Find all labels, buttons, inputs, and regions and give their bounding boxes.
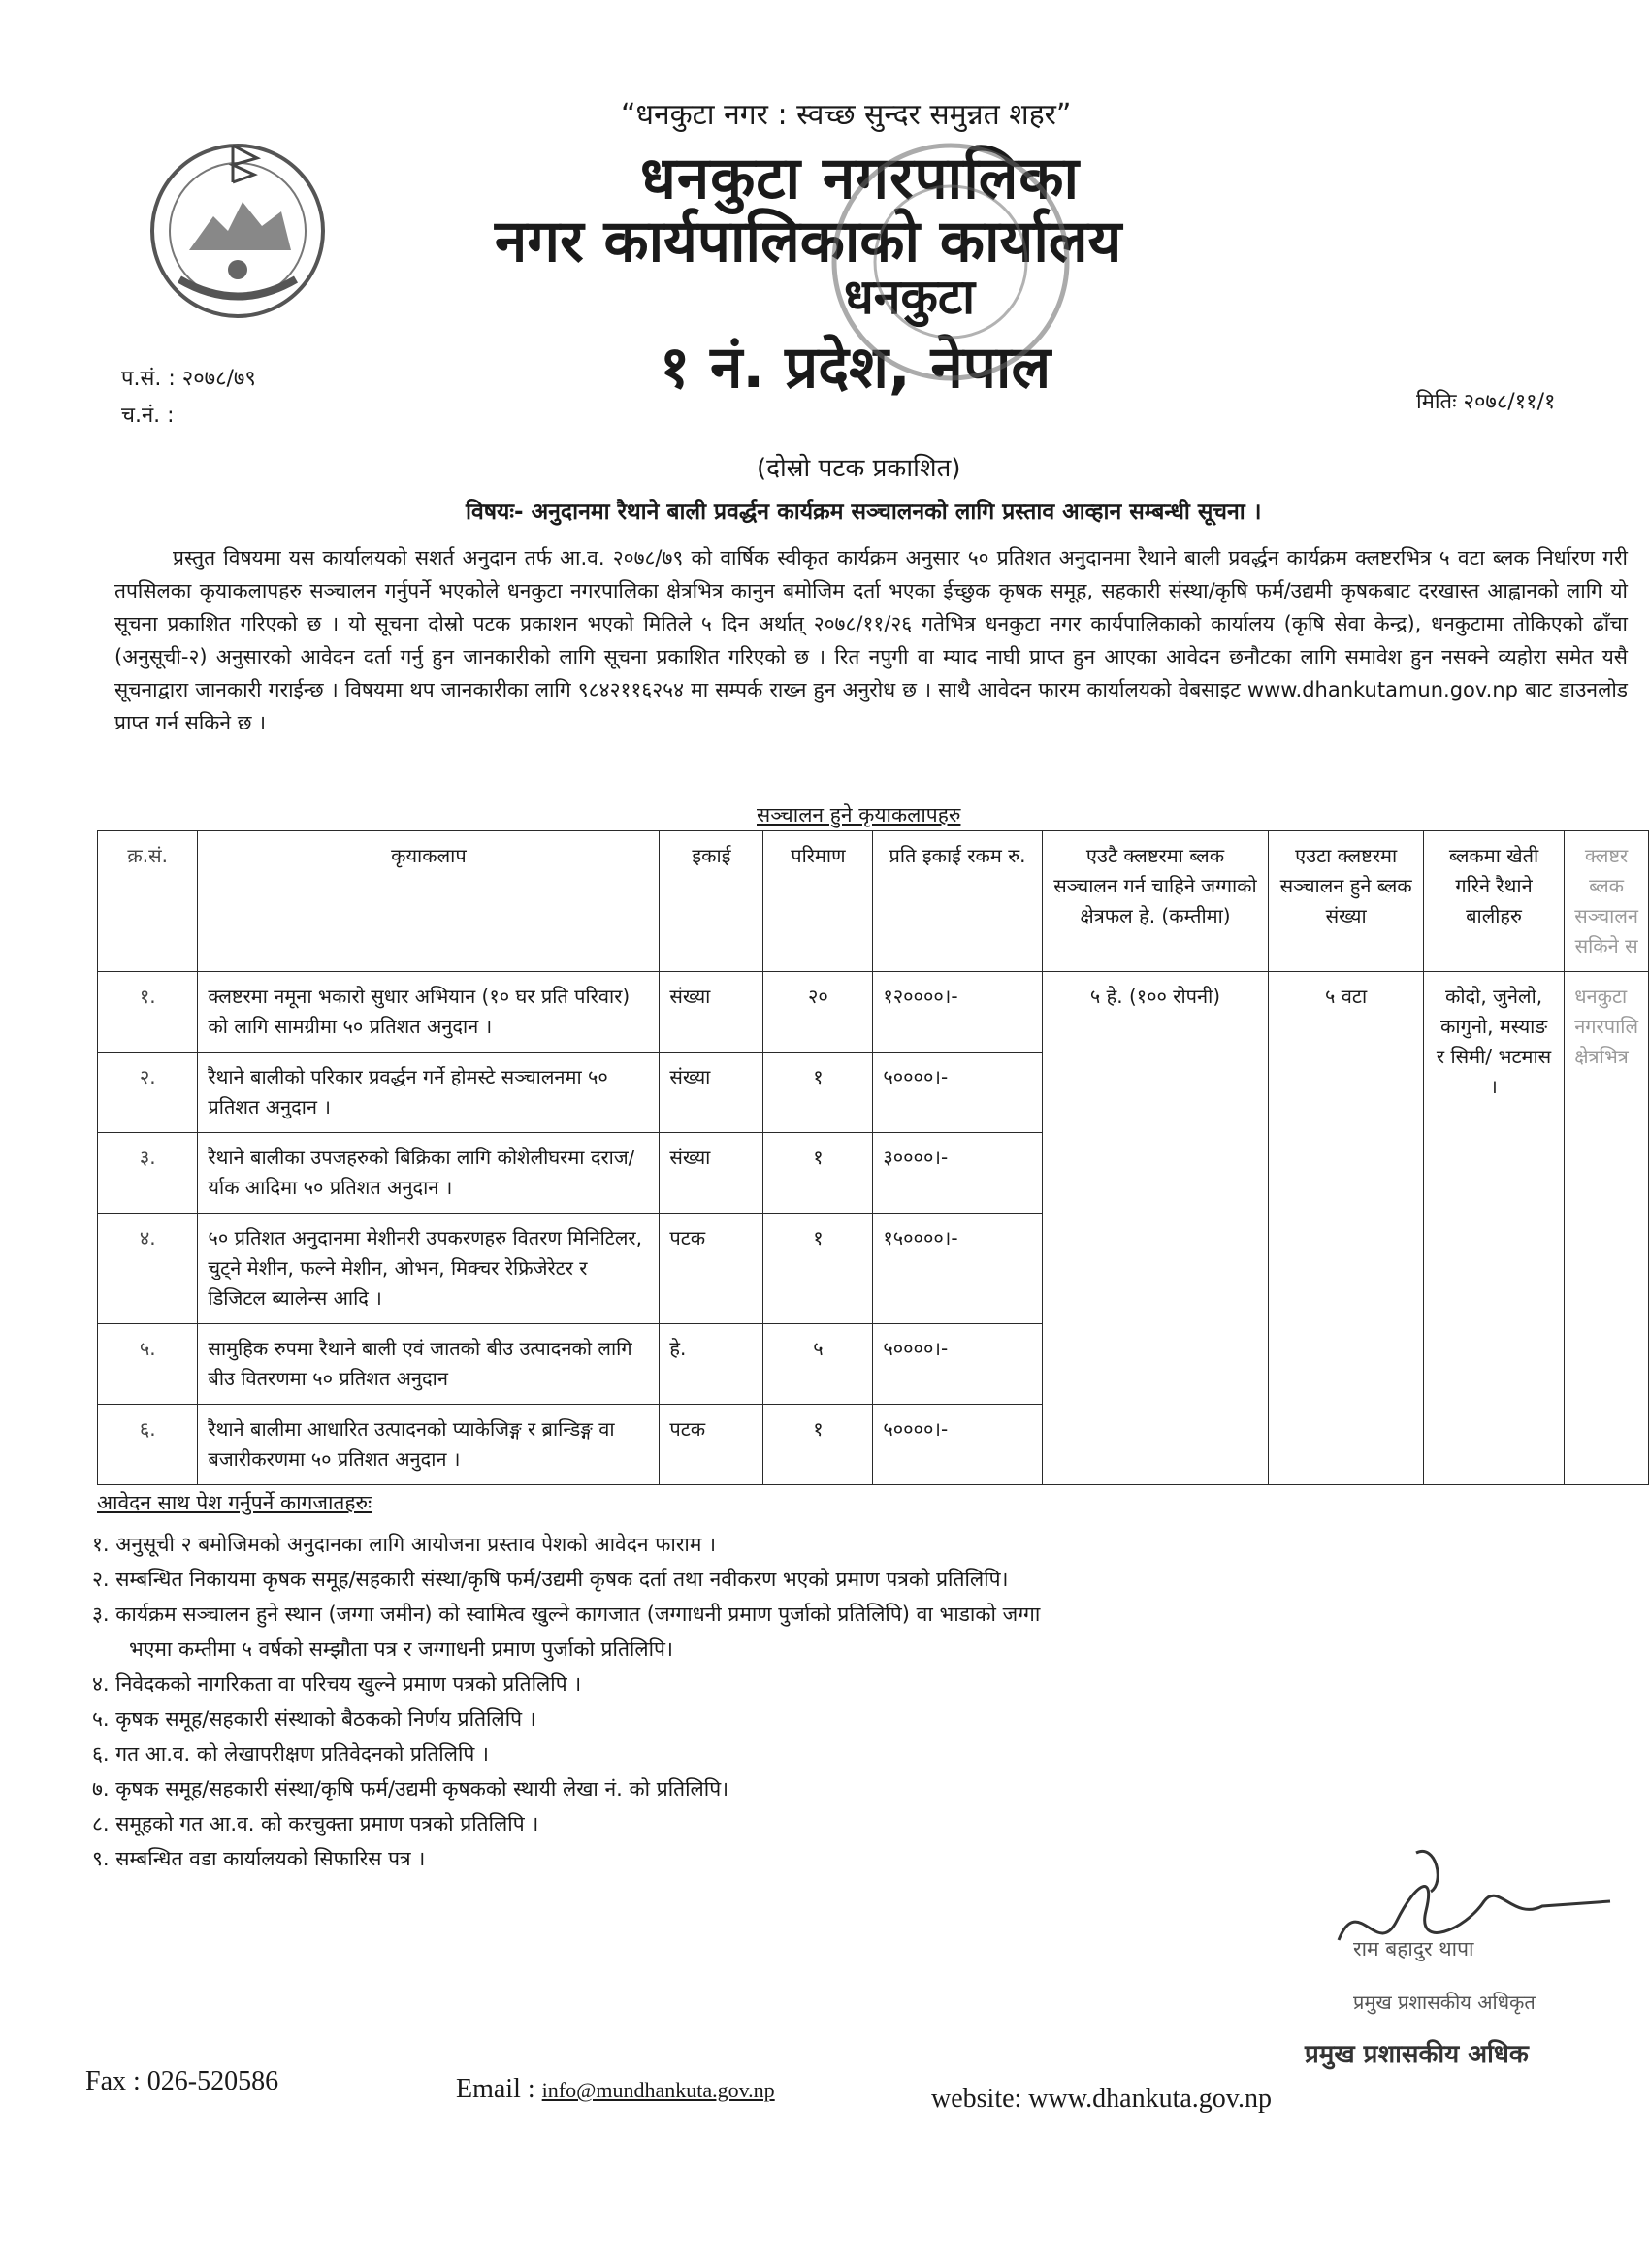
row-quantity: ५ bbox=[763, 1324, 873, 1405]
header-rate: प्रति इकाई रकम रु. bbox=[873, 831, 1042, 972]
row-unit: पटक bbox=[660, 1214, 763, 1324]
row-activity: रैथाने बालीको परिकार प्रवर्द्धन गर्ने होमस्टे सञ्चालनमा ५० प्रतिशत अनुदान । bbox=[198, 1053, 660, 1133]
row-rate: १२००००।- bbox=[873, 972, 1042, 1053]
table-caption: सञ्चालन हुने कृयाकलापहरु bbox=[757, 803, 961, 826]
row-quantity: १ bbox=[763, 1405, 873, 1485]
row-activity: ५० प्रतिशत अनुदानमा मेशीनरी उपकरणहरु वितरण मिनिटिलर, चुट्ने मेशीन, फल्ने मेशीन, ओभन, मिक्चर रेफ्रिजेरेटर र डिजिटल ब्यालेन्स आदि । bbox=[198, 1214, 660, 1324]
header-unit: इकाई bbox=[660, 831, 763, 972]
header-quantity: परिमाण bbox=[763, 831, 873, 972]
header-crops: ब्लकमा खेती गरिने रैथाने बालीहरु bbox=[1423, 831, 1564, 972]
documents-list bbox=[92, 1527, 1353, 1876]
office-seal-stamp bbox=[815, 126, 1086, 398]
reference-number: प.सं. : २०७८/७९ bbox=[121, 367, 256, 391]
list-item: ५. कृषक समूह/सहकारी संस्थाको बैठकको निर्णय प्रतिलिपि । bbox=[92, 1707, 536, 1731]
table-row bbox=[98, 972, 1649, 1053]
office-name: नगर कार्यपालिकाको कार्यालय bbox=[495, 208, 1122, 275]
row-activity: रैथाने बालीका उपजहरुको बिक्रिका लागि कोशेलीघरमा दराज/र्याक आदिमा ५० प्रतिशत अनुदान । bbox=[198, 1133, 660, 1214]
row-rate: १५००००।- bbox=[873, 1214, 1042, 1324]
list-item: २. सम्बन्धित निकायमा कृषक समूह/सहकारी संस्था/कृषि फर्म/उद्यमी कृषक दर्ता तथा नवीकरण भएको प्रमाण पत्रको प्रतिलिपि। bbox=[92, 1568, 1009, 1591]
email-link[interactable]: info@mundhankuta.gov.np bbox=[541, 2078, 775, 2102]
row-sn: ४. bbox=[98, 1214, 198, 1324]
row-activity: रैथाने बालीमा आधारित उत्पादनको प्याकेजिङ्ग र ब्रान्डिङ्ग वा बजारीकरणमा ५० प्रतिशत अनुदान । bbox=[198, 1405, 660, 1485]
row-sn: ६. bbox=[98, 1405, 198, 1485]
row-quantity: २० bbox=[763, 972, 873, 1053]
list-item: ९. सम्बन्धित वडा कार्यालयको सिफारिस पत्र । bbox=[92, 1847, 426, 1870]
shared-blocks: ५ वटा bbox=[1269, 972, 1424, 1485]
row-rate: ५००००।- bbox=[873, 1324, 1042, 1405]
row-unit: पटक bbox=[660, 1405, 763, 1485]
footer-fax: Fax : 026-520586 bbox=[85, 2066, 279, 2096]
row-sn: २. bbox=[98, 1053, 198, 1133]
row-unit: संख्या bbox=[660, 1053, 763, 1133]
office-location: धनकुटा bbox=[844, 269, 976, 325]
shared-crops: कोदो, जुनेलो, कागुनो, मस्याङ र सिमी/ भटमास । bbox=[1423, 972, 1564, 1485]
table-header-row bbox=[98, 831, 1649, 972]
shared-location: धनकुटा नगरपालि क्षेत्रभित्र bbox=[1565, 972, 1649, 1485]
notice-body: प्रस्तुत विषयमा यस कार्यालयको सशर्त अनुदान तर्फ आ.व. २०७८/७९ को वार्षिक स्वीकृत कार्यक्रम अनुसार ५० प्रतिशत अनुदानमा रैथाने बाली प्रवर्द्धन कार्यक्रम क्लष्टरभित्र ५ वटा ब्लक निर्धारण गरी तपसिलका कृयाकलापहरु सञ्चालन गर्नुपर्ने भएकोले धनकुटा नगरपालिका क्षेत्रभित्र कानुन बमोजिम दर्ता भएका ईच्छुक कृषक समूह, सहकारी संस्था/कृषि फर्म/उद्यमी कृषकबाट दरखास्त आह्वानको लागि यो सूचना प्रकाशित गरिएको छ । यो सूचना दोस्रो पटक प्रकाशन भएको मितिले ५ दिन अर्थात् २०७८/११/२६ गतेभित्र धनकुटा नगर कार्यपालिकाको कार्यालय (कृषि सेवा केन्द्र), धनकुटामा तोकिएको ढाँचा (अनुसूची-२) अनुसारको आवेदन दर्ता गर्नु हुन जानकारीको लागि सूचना प्रकाशित गरिएको छ । रित नपुगी वा म्याद नाघी प्राप्त हुन आएका आवेदन छनौटका लागि समावेश हुन नसक्ने व्यहोरा समेत यसै सूचनाद्वारा जानकारी गराईन्छ । विषयमा थप जानकारीका लागि ९८४२११६२५४ मा सम्पर्क राख्न हुन अनुरोध छ । साथै आवेदन फारम कार्यालयको वेबसाइट www.dhankutamun.gov.np बाट डाउनलोड प्राप्त गर्न सकिने छ । bbox=[114, 546, 1628, 734]
list-item: ८. समूहको गत आ.व. को करचुक्ता प्रमाण पत्रको प्रतिलिपि । bbox=[92, 1812, 539, 1835]
list-item: ७. कृषक समूह/सहकारी संस्था/कृषि फर्म/उद्यमी कृषकको स्थायी लेखा नं. को प्रतिलिपि। bbox=[92, 1777, 729, 1800]
municipality-name: धनकुटा नगरपालिका bbox=[640, 145, 1081, 212]
shared-area: ५ हे. (१०० रोपनी) bbox=[1042, 972, 1269, 1485]
dispatch-number: च.नं. : bbox=[121, 404, 175, 428]
nepal-emblem-icon bbox=[136, 124, 340, 328]
list-item: भएमा कम्तीमा ५ वर्षको सम्झौता पत्र र जग्गाधनी प्रमाण पुर्जाको प्रतिलिपि। bbox=[129, 1637, 673, 1661]
row-rate: ५००००।- bbox=[873, 1405, 1042, 1485]
row-rate: ३००००।- bbox=[873, 1133, 1042, 1214]
activities-table bbox=[97, 830, 1649, 1485]
header-location: क्लष्टर ब्लक सञ्चालन सकिने स bbox=[1565, 831, 1649, 972]
row-rate: ५००००।- bbox=[873, 1053, 1042, 1133]
municipality-slogan: “धनकुटा नगर : स्वच्छ सुन्दर समुन्नत शहर” bbox=[621, 98, 1072, 132]
province-name: १ नं. प्रदेश, नेपाल bbox=[660, 334, 1051, 402]
row-sn: ३. bbox=[98, 1133, 198, 1214]
row-quantity: १ bbox=[763, 1133, 873, 1214]
documents-heading: आवेदन साथ पेश गर्नुपर्ने कागजातहरुः bbox=[97, 1491, 372, 1514]
notice-subject: विषयः- अनुदानमा रैथाने बाली प्रवर्द्धन कार्यक्रम सञ्चालनको लागि प्रस्ताव आव्हान सम्बन्धी सूचना । bbox=[466, 500, 1262, 525]
row-sn: ५. bbox=[98, 1324, 198, 1405]
signatory-title: प्रमुख प्रशासकीय अधिकृत bbox=[1353, 1991, 1536, 2014]
list-item: १. अनुसूची २ बमोजिमको अनुदानका लागि आयोजना प्रस्ताव पेशको आवेदन फाराम । bbox=[92, 1533, 717, 1556]
row-activity: क्लष्टरमा नमूना भकारो सुधार अभियान (१० घर प्रति परिवार) को लागि सामग्रीमा ५० प्रतिशत अनुदान । bbox=[198, 972, 660, 1053]
publication-note: (दोस्रो पटक प्रकाशित) bbox=[757, 454, 961, 483]
reference-block bbox=[121, 361, 256, 435]
footer-email bbox=[456, 2074, 775, 2105]
signatory-name: राम बहादुर थापा bbox=[1353, 1937, 1474, 1960]
row-unit: हे. bbox=[660, 1324, 763, 1405]
row-activity: सामुहिक रुपमा रैथाने बाली एवं जातको बीउ उत्पादनको लागि बीउ वितरणमा ५० प्रतिशत अनुदान bbox=[198, 1324, 660, 1405]
email-label: Email : bbox=[456, 2074, 535, 2104]
row-unit: संख्या bbox=[660, 972, 763, 1053]
list-item: ३. कार्यक्रम सञ्चालन हुने स्थान (जग्गा जमीन) को स्वामित्व खुल्ने कागजात (जग्गाधनी प्रमाण पुर्जाको प्रतिलिपि) वा भाडाको जग्गा bbox=[92, 1603, 1041, 1626]
header-blocks: एउटा क्लष्टरमा सञ्चालन हुने ब्लक संख्या bbox=[1269, 831, 1424, 972]
header-area: एउटै क्लष्टरमा ब्लक सञ्चालन गर्न चाहिने जग्गाको क्षेत्रफल हे. (कम्तीमा) bbox=[1042, 831, 1269, 972]
header-activity: कृयाकलाप bbox=[198, 831, 660, 972]
list-item: ४. निवेदकको नागरिकता वा परिचय खुल्ने प्रमाण पत्रको प्रतिलिपि । bbox=[92, 1672, 582, 1696]
row-sn: १. bbox=[98, 972, 198, 1053]
row-quantity: १ bbox=[763, 1053, 873, 1133]
footer-website: website: www.dhankuta.gov.np bbox=[931, 2084, 1272, 2114]
row-quantity: १ bbox=[763, 1214, 873, 1324]
list-item: ६. गत आ.व. को लेखापरीक्षण प्रतिवेदनको प्रतिलिपि । bbox=[92, 1742, 489, 1766]
header-sn: क्र.सं. bbox=[98, 831, 198, 972]
notice-date: मितिः २०७८/११/१ bbox=[1416, 390, 1556, 414]
row-unit: संख्या bbox=[660, 1133, 763, 1214]
designation-stamp: प्रमुख प्रशासकीय अधिक bbox=[1305, 2040, 1529, 2069]
